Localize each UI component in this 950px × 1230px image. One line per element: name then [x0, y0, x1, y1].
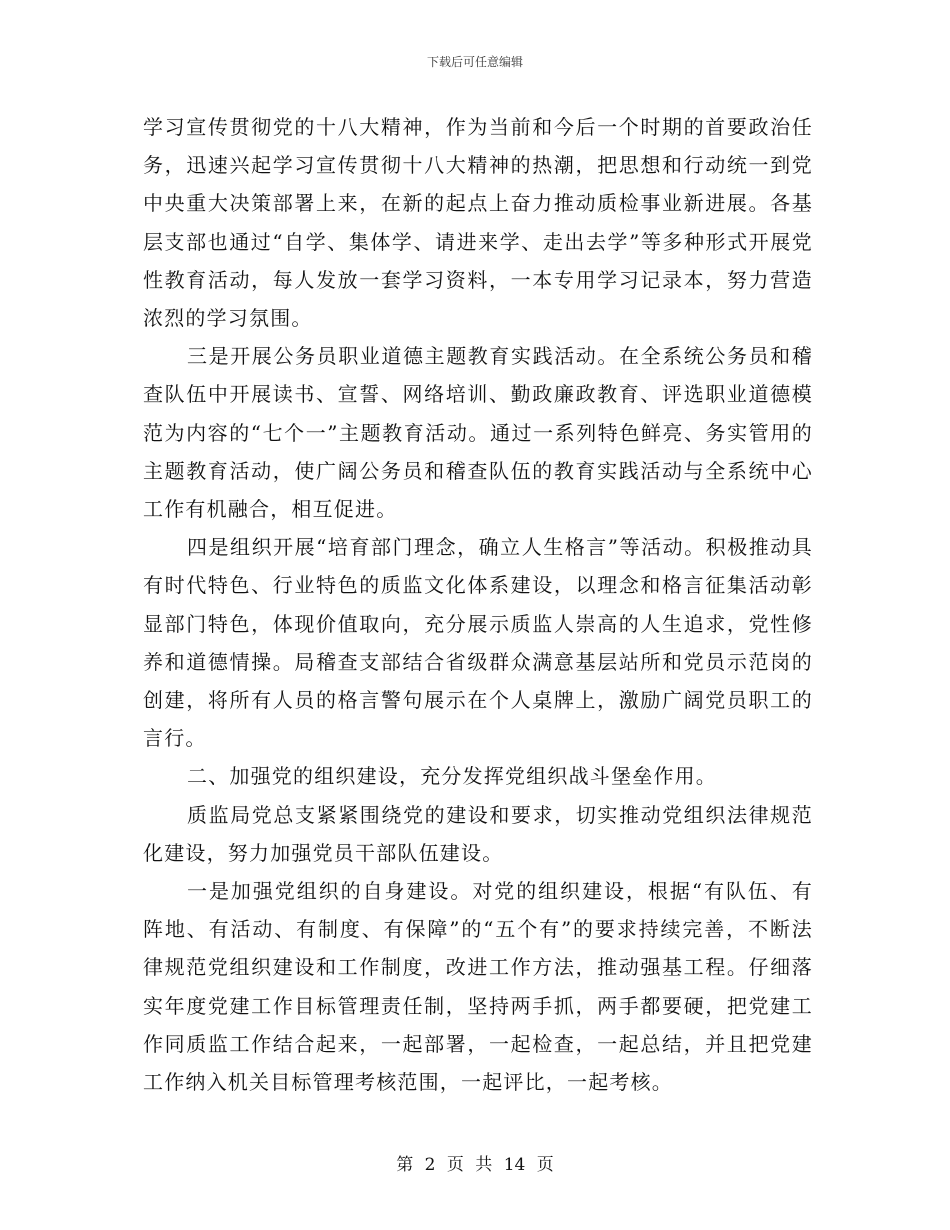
paragraph-2: 三是开展公务员职业道德主题教育实践活动。在全系统公务员和稽查队伍中开展读书、宣誓、网络培训、勤政廉政教育、评选职业道德模范为内容的“七个一”主题教育活动。通过一系列特色鲜亮、务实管用的主题教育活动，使广阔公务员和稽查队伍的教育实践活动与全系统中心工作有机融合，相互促进。	[143, 344, 813, 522]
paragraph-1: 学习宣传贯彻党的十八大精神，作为当前和今后一个时期的首要政治任务，迅速兴起学习宣传贯彻十八大精神的热潮，把思想和行动统一到党中央重大决策部署上来，在新的起点上奋力推动质检事业新进展。各基层支部也通过“自学、集体学、请进来学、走出去学”等多种形式开展党性教育活动，每人发放一套学习资料，一本专用学习记录本，努力营造浓烈的学习氛围。	[143, 115, 813, 331]
paragraph-5: 质监局党总支紧紧围绕党的建设和要求，切实推动党组织法律规范化建设，努力加强党员干部队伍建设。	[143, 802, 813, 865]
paragraph-3: 四是组织开展“培育部门理念，确立人生格言”等活动。积极推动具有时代特色、行业特色的质监文化体系建设，以理念和格言征集活动彰显部门特色，体现价值取向，充分展示质监人崇高的人生追求，党性修养和道德情操。局稽查支部结合省级群众满意基层站所和党员示范岗的创建，将所有人员的格言警句展示在个人桌牌上，激励广阔党员职工的言行。	[143, 535, 813, 751]
page-number: 第 2 页 共 14 页	[396, 1155, 554, 1175]
document-body	[143, 108, 813, 1101]
paragraph-6: 一是加强党组织的自身建设。对党的组织建设，根据“有队伍、有阵地、有活动、有制度、有保障”的“五个有”的要求持续完善，不断法律规范党组织建设和工作制度，改进工作方法，推动强基工程。仔细落实年度党建工作目标管理责任制，坚持两手抓，两手都要硬，把党建工作同质监工作结合起来，一起部署，一起检查，一起总结，并且把党建工作纳入机关目标管理考核范围，一起评比，一起考核。	[143, 879, 813, 1095]
page-header: 下载后可任意编辑	[426, 55, 523, 69]
section-heading: 二、加强党的组织建设，充分发挥党组织战斗堡垒作用。	[187, 764, 717, 789]
